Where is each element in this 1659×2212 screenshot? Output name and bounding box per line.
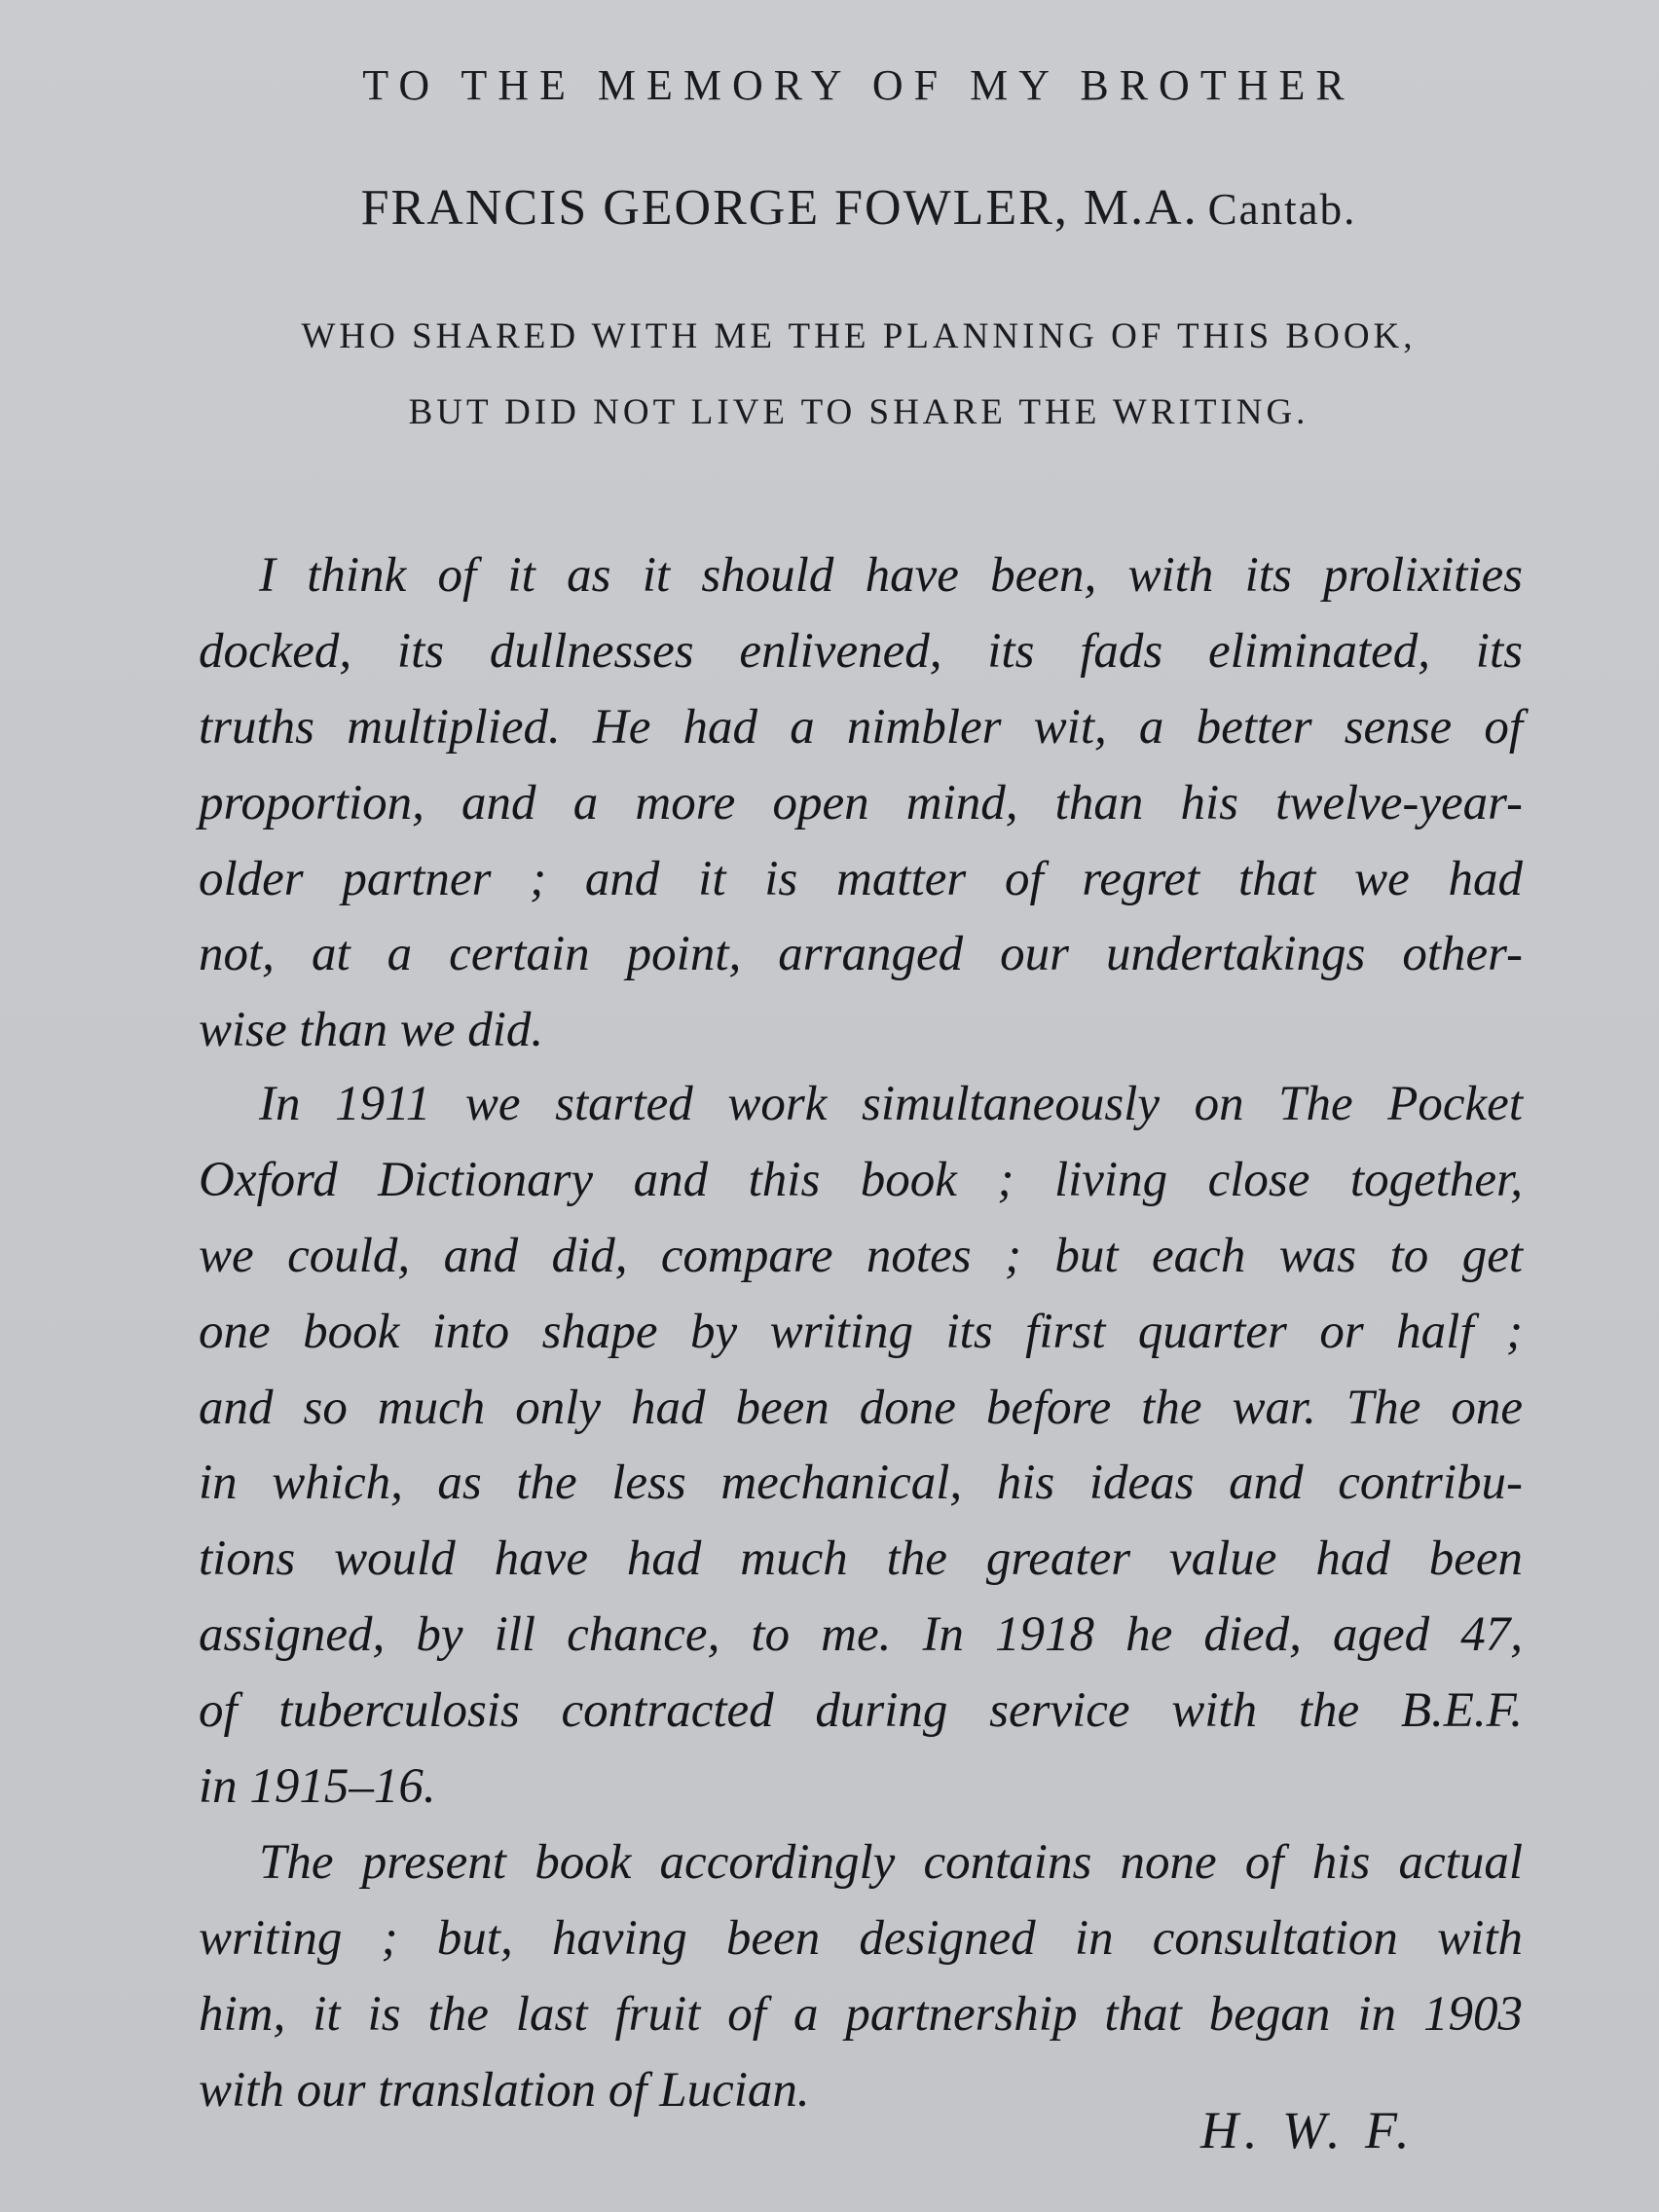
paragraph-line: In 1911 we started work simultaneously on The Pocket: [259, 1077, 1523, 1131]
paragraph-line: proportion, and a more open mind, than his twelve-year-: [199, 775, 1523, 830]
dedicatee-name-line: [0, 179, 1659, 237]
paragraph-line: docked, its dullnesses enlivened, its fads eliminated, its: [199, 623, 1523, 679]
paragraph-line: The present book accordingly contains none of his actual: [259, 1835, 1523, 1890]
paragraph-line: I think of it as it should have been, with its prolixities: [259, 548, 1523, 603]
paragraph-line: in 1915–16.: [199, 1759, 436, 1815]
paragraph-line: assigned, by ill chance, to me. In 1918 he died, aged 47,: [199, 1607, 1523, 1663]
dedicatee-degree-cantab: Cantab.: [1207, 185, 1357, 234]
dedication-line-shared-planning: WHO SHARED WITH ME THE PLANNING OF THIS BOOK,: [301, 316, 1417, 356]
paragraph-line: not, at a certain point, arranged our undertakings other-: [199, 927, 1523, 982]
paragraph-line: older partner ; and it is matter of regret that we had: [199, 851, 1523, 906]
paragraph-2: [199, 1067, 1523, 1825]
dedicatee-name: FRANCIS GEORGE FOWLER, M.A.: [360, 180, 1198, 236]
author-initials-signature: H. W. F.: [1200, 2101, 1416, 2159]
dedication-line-did-not-live: BUT DID NOT LIVE TO SHARE THE WRITING.: [408, 392, 1309, 432]
dedication-heading: TO THE MEMORY OF MY BROTHER: [362, 61, 1355, 109]
paragraph-1: [199, 538, 1523, 1069]
paragraph-3: [199, 1825, 1523, 2129]
paragraph-line: of tuberculosis contracted during service with the B.E.F.: [199, 1683, 1523, 1739]
paragraph-line: Oxford Dictionary and this book ; living close together,: [199, 1152, 1523, 1207]
paragraph-line: writing ; but, having been designed in consultation with: [199, 1910, 1523, 1966]
paragraph-line: him, it is the last fruit of a partnership that began in 1903: [199, 1986, 1523, 2042]
paragraph-line: one book into shape by writing its first quarter or half ;: [199, 1304, 1523, 1359]
paragraph-line: truths multiplied. He had a nimbler wit, a better sense of: [199, 699, 1523, 755]
paragraph-line: and so much only had been done before the war. The one: [199, 1380, 1523, 1435]
paragraph-line: wise than we did.: [199, 1003, 544, 1058]
paragraph-line: with our translation of Lucian.: [199, 2062, 810, 2118]
paragraph-line: tions would have had much the greater value had been: [199, 1531, 1523, 1587]
paragraph-line: we could, and did, compare notes ; but each was to get: [199, 1228, 1523, 1283]
paragraph-line: in which, as the less mechanical, his ideas and contribu-: [199, 1456, 1523, 1511]
